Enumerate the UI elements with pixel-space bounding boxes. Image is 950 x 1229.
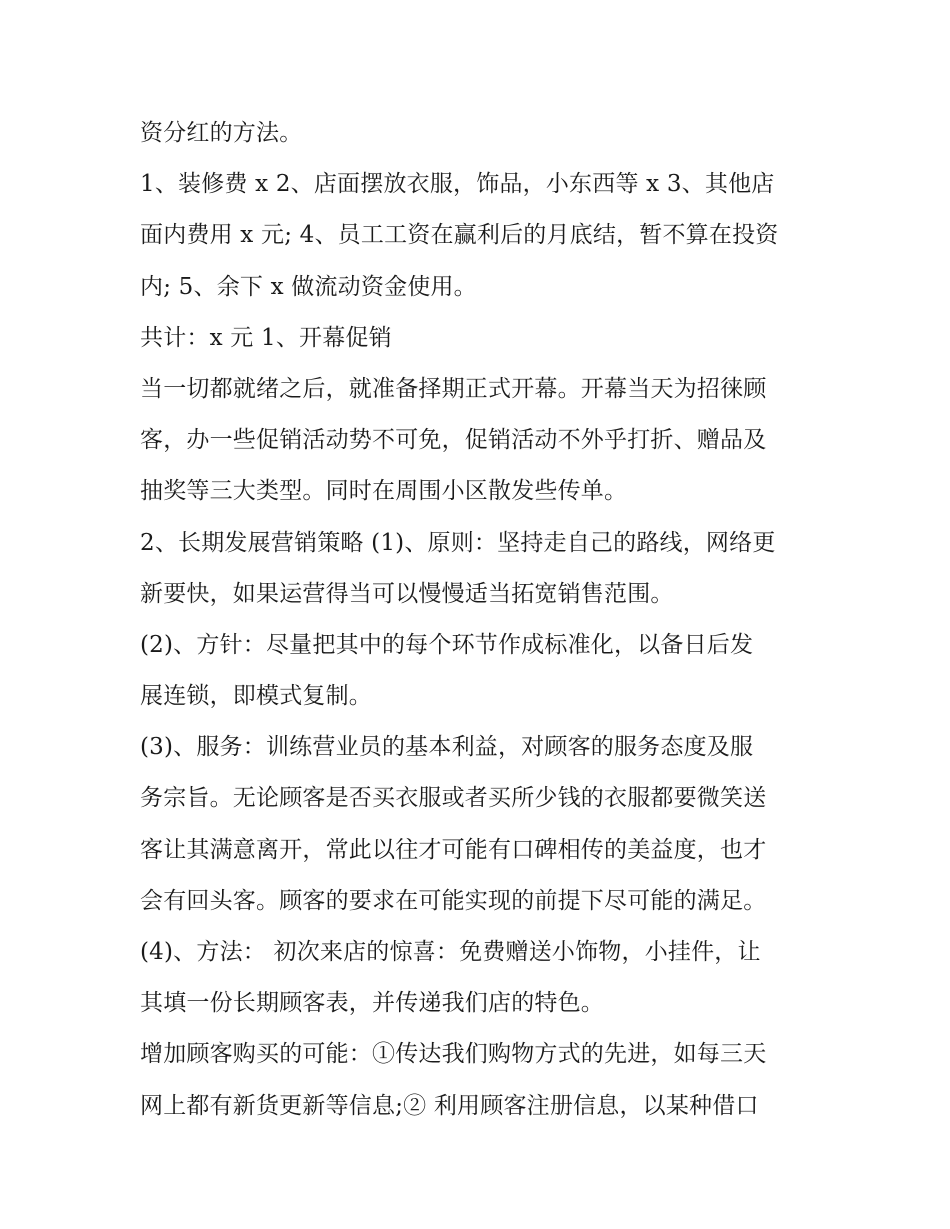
- text-line: 共计：x 元 1、开幕促销: [140, 324, 392, 351]
- text-line: 当一切都就绪之后，就准备择期正式开幕。开幕当天为招徕顾: [140, 375, 767, 402]
- text-line: 新要快，如果运营得当可以慢慢适当拓宽销售范围。: [140, 580, 674, 607]
- text-line: 增加顾客购买的可能：①传达我们购物方式的先进，如每三天: [140, 1041, 767, 1068]
- text-line: 面内费用 x 元; 4、员工工资在赢利后的月底结，暂不算在投资: [140, 222, 779, 249]
- text-line: 其填一份长期顾客表，并传递我们店的特色。: [140, 990, 604, 1017]
- text-line: 务宗旨。无论顾客是否买衣服或者买所少钱的衣服都要微笑送: [140, 785, 767, 812]
- text-line: (2)、方针：尽量把其中的每个环节作成标准化，以备日后发: [140, 631, 754, 658]
- text-line: (3)、服务：训练营业员的基本利益，对顾客的服务态度及服: [140, 734, 754, 761]
- document-body: [140, 108, 830, 1132]
- text-line: 资分红的方法。: [140, 120, 303, 146]
- text-line: (4)、方法： 初次来店的惊喜：免费赠送小饰物，小挂件，让: [140, 939, 761, 965]
- text-line: 展连锁，即模式复制。: [140, 683, 372, 710]
- text-line: 客，办一些促销活动势不可免，促销活动不外乎打折、赠品及: [140, 427, 767, 454]
- text-line: 抽奖等三大类型。同时在周围小区散发些传单。: [140, 478, 628, 505]
- text-line: 内; 5、余下 x 做流动资金使用。: [140, 273, 477, 300]
- text-line: 网上都有新货更新等信息;② 利用顾客注册信息，以某种借口: [140, 1092, 759, 1119]
- text-line: 1、装修费 x 2、店面摆放衣服，饰品，小东西等 x 3、其他店: [140, 171, 775, 198]
- text-line: 客让其满意离开，常此以往才可能有口碑相传的美益度，也才: [140, 836, 767, 863]
- text-line: 会有回头客。顾客的要求在可能实现的前提下尽可能的满足。: [140, 887, 767, 914]
- text-line: 2、长期发展营销策略 (1)、原则：坚持走自己的路线，网络更: [140, 529, 776, 556]
